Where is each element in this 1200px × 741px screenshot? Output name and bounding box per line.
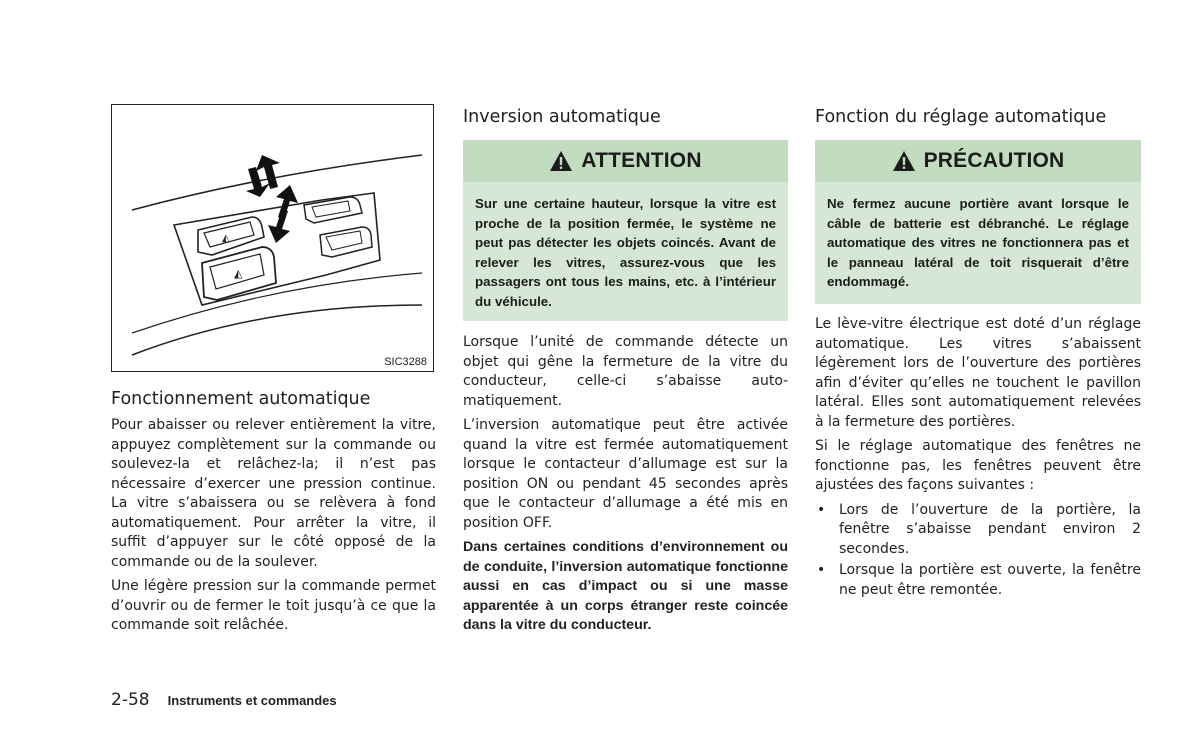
paragraph: Le lève-vitre électrique est doté d’un réglage automatique. Les vitres s’abaissent légèrement lors de l’ouverture des portières afin d’éviter qu’elles ne touchent le pavillon latéral. Elles sont automatiquement relevées à la fermeture des portières. [815, 316, 1141, 430]
svg-text:◭: ◭ [234, 267, 243, 280]
column3-body [815, 315, 1141, 602]
precaution-title: PRÉCAUTION [923, 149, 1065, 172]
paragraph: L’inversion automatique peut être activée quand la vitre est fermée automatiquement lorsque le contacteur d’allumage est sur la position ON ou pendant 45 secondes après que le contacteur d’allumage a été mis en position OFF. [463, 417, 788, 531]
column2-body [463, 333, 788, 636]
window-switch-drawing [112, 105, 432, 370]
warning-triangle-icon [892, 150, 916, 172]
warning-triangle-icon [549, 150, 573, 172]
column1-body [111, 416, 436, 636]
attention-box [463, 140, 788, 321]
paragraph: Si le réglage automatique des fenêtres ne fonctionne pas, les fenêtres peuvent être ajustées des façons suivantes : [815, 438, 1141, 493]
heading-automatic-operation: Fonctionnement automatique [111, 389, 371, 409]
bullet-list [815, 501, 1141, 601]
bullet-icon: • [817, 562, 826, 578]
heading-auto-adjust-function: Fonction du réglage automatique [815, 107, 1107, 127]
paragraph: Lorsque l’unité de commande détecte un objet qui gêne la fermeture de la vitre du conducteur, celle-ci s’abaisse automatiquement. [463, 334, 788, 409]
attention-text: Sur une certaine hauteur, lorsque la vitre est proche de la position fermée, le système ne peut pas détecter les objets coincés. Avant de relever les vitres, assurez-vous que les passagers ont tous les mains, etc. à l’intérieur du véhicule. [475, 196, 776, 309]
page-footer [111, 690, 337, 710]
switch-illustration [111, 104, 434, 372]
list-item-text: Lorsque la portière est ouverte, la fenêtre ne peut être remontée. [839, 562, 1141, 598]
attention-header [463, 140, 788, 182]
paragraph: Pour abaisser ou relever entièrement la vitre, appuyez complètement sur la commande ou soulevez-la et relâchez-la; il n’est pas nécessaire d’exercer une pression continue. La vitre s’abaissera ou se relèvera à fond automatiquement. Pour arrêter la vitre, il suffit d’appuyer sur le côté opposé de la commande ou de la soulever. [111, 417, 436, 570]
precaution-header [815, 140, 1141, 182]
section-name: Instruments et commandes [167, 693, 337, 708]
precaution-box [815, 140, 1141, 304]
bold-paragraph: Dans certaines conditions d’environnement ou de conduite, l’inversion automatique fonctionne aussi en cas d’impact ou si une masse apparentée à un corps étranger reste coincée dans la vitre du conducteur. [463, 539, 788, 633]
bullet-icon: • [817, 501, 826, 518]
list-item-text: Lors de l’ouverture de la portière, la fenêtre s’abaisse pendant environ 2 secondes. [839, 501, 1141, 557]
list-item [815, 561, 1141, 600]
precaution-text: Ne fermez aucune portière avant lorsque le câble de batterie est débranché. Le réglage automatique des vitres ne fonctionnera pas et le panneau latéral de toit risquerait d’être endommagé. [827, 196, 1129, 289]
heading-automatic-reversal: Inversion automatique [463, 107, 661, 127]
attention-title: ATTENTION [581, 149, 702, 172]
paragraph: Une légère pression sur la commande permet d’ouvrir ou de fermer le toit jusqu’à ce que la commande soit relâchée. [111, 578, 436, 633]
figure-label: SIC3288 [384, 356, 427, 368]
svg-text:◭: ◭ [222, 233, 230, 244]
list-item [815, 501, 1141, 560]
page-number: 2-58 [111, 690, 150, 710]
